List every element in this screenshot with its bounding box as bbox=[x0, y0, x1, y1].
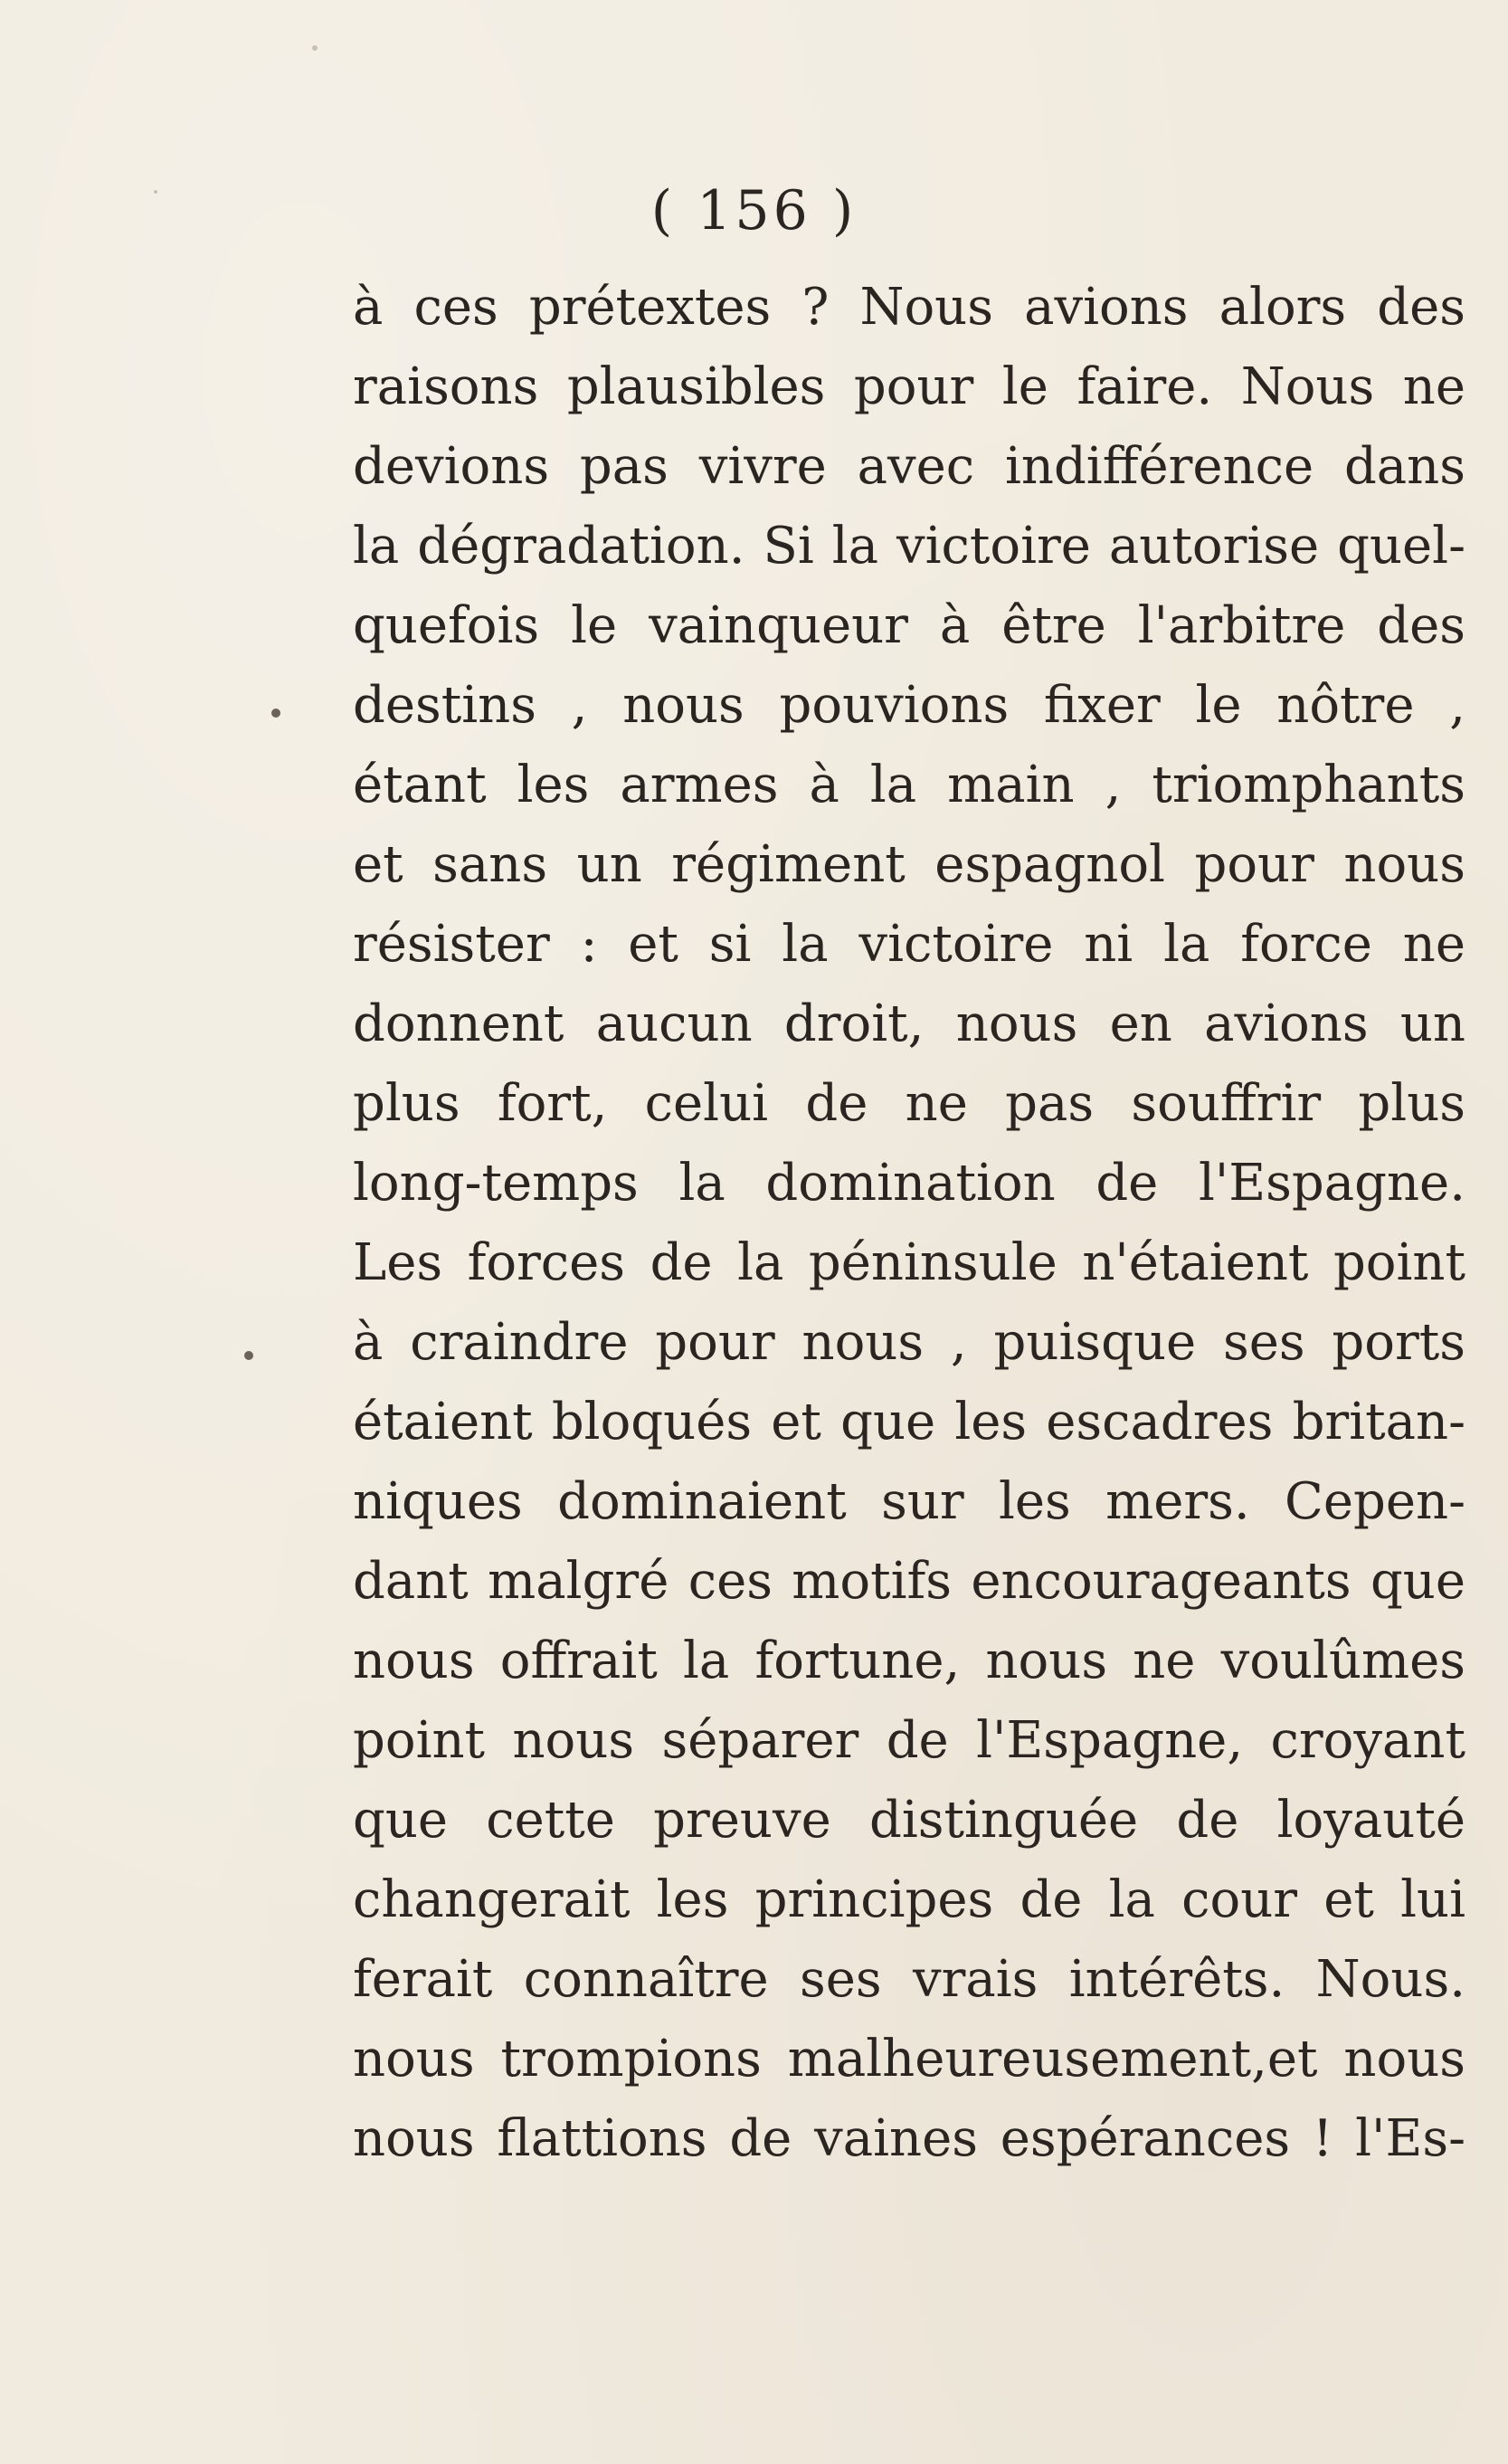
text-line: que cette preuve distinguée de loyauté bbox=[353, 1791, 1465, 1850]
text-line: point nous séparer de l'Espagne, croyant bbox=[353, 1711, 1465, 1770]
text-line: dant malgré ces motifs encourageants que bbox=[353, 1552, 1465, 1611]
text-line: et sans un régiment espagnol pour nous bbox=[353, 835, 1465, 894]
text-line: nous offrait la fortune, nous ne voulûmes bbox=[353, 1632, 1465, 1690]
text-line: donnent aucun droit, nous en avions un bbox=[353, 994, 1465, 1053]
margin-mark bbox=[271, 709, 280, 718]
text-line: Les forces de la péninsule n'étaient point bbox=[353, 1233, 1465, 1292]
text-line: étant les armes à la main , triomphants bbox=[353, 756, 1465, 814]
text-line: long-temps la domination de l'Espagne. bbox=[353, 1154, 1465, 1213]
text-line: résister : et si la victoire ni la force ne bbox=[353, 915, 1465, 974]
text-line: changerait les principes de la cour et lui bbox=[353, 1870, 1465, 1929]
text-line: destins , nous pouvions fixer le nôtre , bbox=[353, 676, 1465, 735]
margin-mark bbox=[244, 1351, 253, 1360]
page-number: ( 156 ) bbox=[650, 179, 858, 243]
text-line: quefois le vainqueur à être l'arbitre des bbox=[353, 596, 1465, 655]
text-line: nous trompions malheureusement,et nous bbox=[353, 2030, 1465, 2088]
text-line: niques dominaient sur les mers. Cepen- bbox=[353, 1472, 1465, 1531]
text-line: à craindre pour nous , puisque ses ports bbox=[353, 1313, 1465, 1372]
text-line: nous flattions de vaines espérances ! l'Es- bbox=[353, 2109, 1465, 2168]
text-line: étaient bloqués et que les escadres britan- bbox=[353, 1393, 1465, 1451]
paper-speck bbox=[312, 45, 318, 51]
body-text bbox=[353, 268, 1465, 2179]
text-line: à ces prétextes ? Nous avions alors des bbox=[353, 278, 1465, 337]
text-line: devions pas vivre avec indifférence dans bbox=[353, 437, 1465, 496]
text-line: raisons plausibles pour le faire. Nous ne bbox=[353, 357, 1465, 416]
text-line: la dégradation. Si la victoire autorise quel- bbox=[353, 517, 1465, 576]
text-line: plus fort, celui de ne pas souffrir plus bbox=[353, 1074, 1465, 1133]
text-line: ferait connaître ses vrais intérêts. Nous. bbox=[353, 1950, 1465, 2009]
